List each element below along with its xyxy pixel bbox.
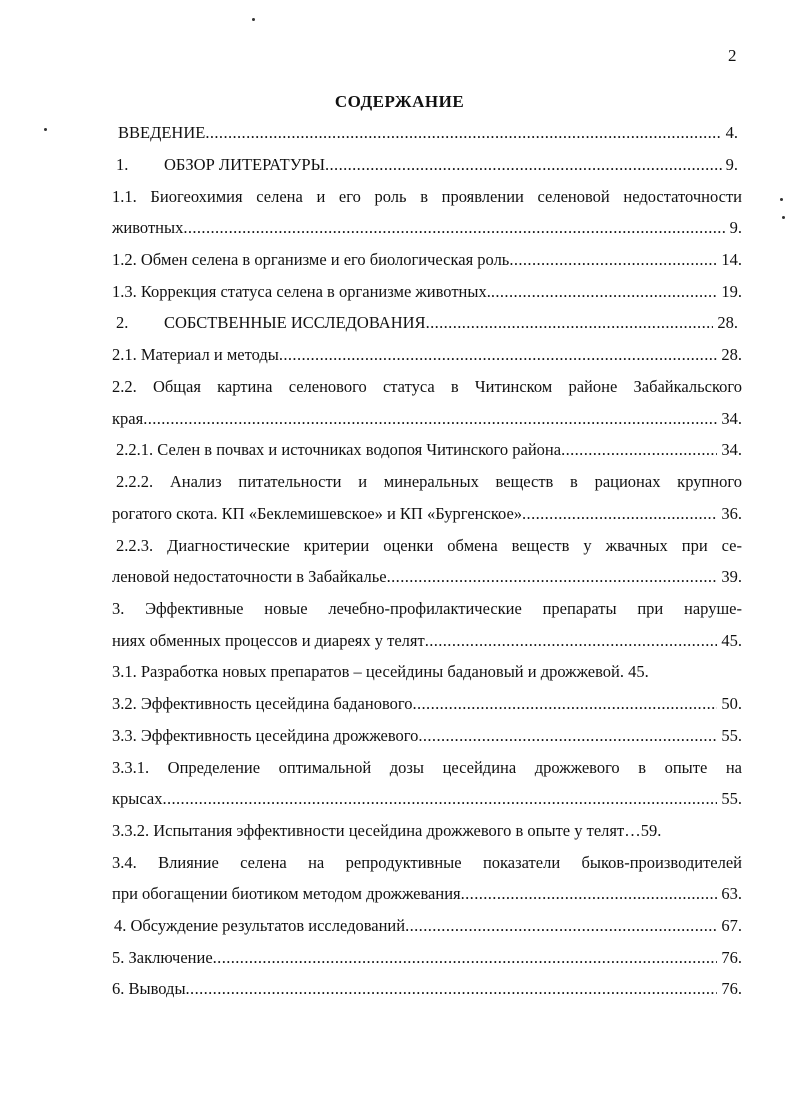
toc-entry-3-4-line1: 3.4. Влияние селена на репродуктивные показатели быков-производителей: [112, 853, 742, 872]
toc-entry-2-2-2-line1: 2.2.2. Анализ питательности и минеральных веществ в рационах крупного: [116, 472, 742, 491]
toc-entry-section-1: [116, 155, 738, 175]
toc-entry-3-2: [112, 694, 742, 714]
toc-entry-text: 2.1. Материал и методы: [112, 345, 279, 364]
toc-entry-text: 3.2. Эффективность цесейдина баданового: [112, 694, 413, 713]
leader-dots: [405, 916, 717, 936]
toc-entry-text: леновой недостаточности в Забайкалье: [112, 567, 387, 586]
leader-dots: [213, 948, 718, 968]
toc-entry-3-3-1-line1: 3.3.1. Определение оптимальной дозы цесейдина дрожжевого в опыте на: [112, 758, 742, 777]
toc-entry-3-1: 3.1. Разработка новых препаратов – цесейдины бадановый и дрожжевой. 45.: [112, 662, 649, 681]
toc-entry-text: 5. Заключение: [112, 948, 213, 967]
toc-entry-text: при обогащении биотиком методом дрожжевания: [112, 884, 461, 903]
scan-speck: [782, 216, 785, 219]
toc-entry-page: 36.: [721, 504, 742, 523]
toc-entry-page: 39.: [721, 567, 742, 586]
toc-entry-section-4: [114, 916, 742, 936]
toc-entry-text: рогатого скота. КП «Беклемишевское» и КП «Бургенское»: [112, 504, 523, 523]
toc-entry-text: ВВЕДЕНИЕ: [118, 123, 206, 142]
toc-entry-section-6: [112, 979, 742, 999]
toc-entry-1-1-line1: 1.1. Биогеохимия селена и его роль в проявлении селеновой недостаточности: [112, 187, 742, 206]
scan-speck: [44, 128, 47, 131]
toc-entry-2-2-line1: 2.2. Общая картина селенового статуса в Читинском районе Забайкальского: [112, 377, 742, 396]
toc-entry-number: 1.: [116, 155, 129, 174]
toc-entry-page: 28.: [717, 313, 738, 332]
toc-entry-page: 76.: [721, 948, 742, 967]
leader-dots: [418, 726, 717, 746]
leader-dots: [186, 979, 718, 999]
toc-entry-page: 45.: [721, 631, 742, 650]
leader-dots: [205, 123, 721, 143]
leader-dots: [162, 789, 717, 809]
leader-dots: [412, 694, 717, 714]
toc-entry-section-3: [112, 631, 742, 651]
toc-entry-page: 4.: [725, 123, 738, 142]
leader-dots: [426, 313, 714, 333]
toc-entry-2-2-3-line1: 2.2.3. Диагностические критерии оценки обмена веществ у жвачных при се-: [116, 536, 742, 555]
toc-entry-page: 76.: [721, 979, 742, 998]
toc-entry-section-5: [112, 948, 742, 968]
toc-entry-text: 2.2.1. Селен в почвах и источниках водопоя Читинского района: [116, 440, 562, 459]
page-title: СОДЕРЖАНИЕ: [334, 92, 465, 111]
toc-entry-section-3-line1: 3. Эффективные новые лечебно-профилактические препараты при наруше-: [112, 599, 742, 618]
leader-dots: [279, 345, 718, 365]
page-number: 2: [728, 46, 737, 65]
toc-entry-text: края: [112, 409, 144, 428]
leader-dots: [561, 440, 717, 460]
toc-entry-3-3: [112, 726, 742, 746]
scan-speck: [780, 198, 783, 201]
toc-entry-page: 34.: [721, 440, 742, 459]
leader-dots: [325, 155, 722, 175]
toc-entry-text: крысах: [112, 789, 163, 808]
toc-entry-2-2-3: [112, 567, 742, 587]
leader-dots: [509, 250, 717, 270]
toc-entry-introduction: [118, 123, 738, 143]
toc-entry-page: 55.: [721, 789, 742, 808]
toc-entry-section-2: [116, 313, 738, 333]
leader-dots: [143, 409, 717, 429]
toc-entry-page: 67.: [721, 916, 742, 935]
toc-entry-2-2-1: [116, 440, 742, 460]
toc-entry-2-2-2: [112, 504, 742, 524]
toc-entry-2-2: [112, 409, 742, 429]
toc-entry-page: 9.: [729, 218, 742, 237]
toc-entry-page: 19.: [721, 282, 742, 301]
toc-entry-page: 14.: [721, 250, 742, 269]
toc-entry-text: животных: [112, 218, 184, 237]
toc-entry-page: 55.: [721, 726, 742, 745]
toc-entry-page: 9.: [725, 155, 738, 174]
toc-entry-text: 1.2. Обмен селена в организме и его биологическая роль: [112, 250, 510, 269]
toc-entry-1-2: [112, 250, 742, 270]
toc-entry-page: 28.: [721, 345, 742, 364]
toc-entry-text: 6. Выводы: [112, 979, 186, 998]
toc-entry-text: ОБЗОР ЛИТЕРАТУРЫ: [164, 155, 325, 174]
leader-dots: [461, 884, 718, 904]
toc-entry-page: 50.: [721, 694, 742, 713]
toc-entry-text: 4. Обсуждение результатов исследований: [114, 916, 406, 935]
toc-entry-2-1: [112, 345, 742, 365]
leader-dots: [522, 504, 717, 524]
leader-dots: [183, 218, 725, 238]
toc-entry-3-3-1: [112, 789, 742, 809]
toc-entry-text: ниях обменных процессов и диареях у телят: [112, 631, 425, 650]
toc-entry-1-3: [112, 282, 742, 302]
leader-dots: [425, 631, 718, 651]
leader-dots: [491, 282, 718, 302]
toc-entry-text: 1.3. Коррекция статуса селена в организме животных.: [112, 282, 491, 301]
toc-entry-number: 2.: [116, 313, 129, 332]
toc-entry-1-1: [112, 218, 742, 238]
toc-entry-3-4: [112, 884, 742, 904]
toc-entry-page: 63.: [721, 884, 742, 903]
toc-entry-3-3-2: 3.3.2. Испытания эффективности цесейдина дрожжевого в опыте у телят…59.: [112, 821, 662, 840]
toc-entry-text: 3.3. Эффективность цесейдина дрожжевого: [112, 726, 419, 745]
scan-speck: [252, 18, 255, 21]
leader-dots: [387, 567, 718, 587]
toc-entry-page: 34.: [721, 409, 742, 428]
toc-entry-text: СОБСТВЕННЫЕ ИССЛЕДОВАНИЯ: [164, 313, 426, 332]
